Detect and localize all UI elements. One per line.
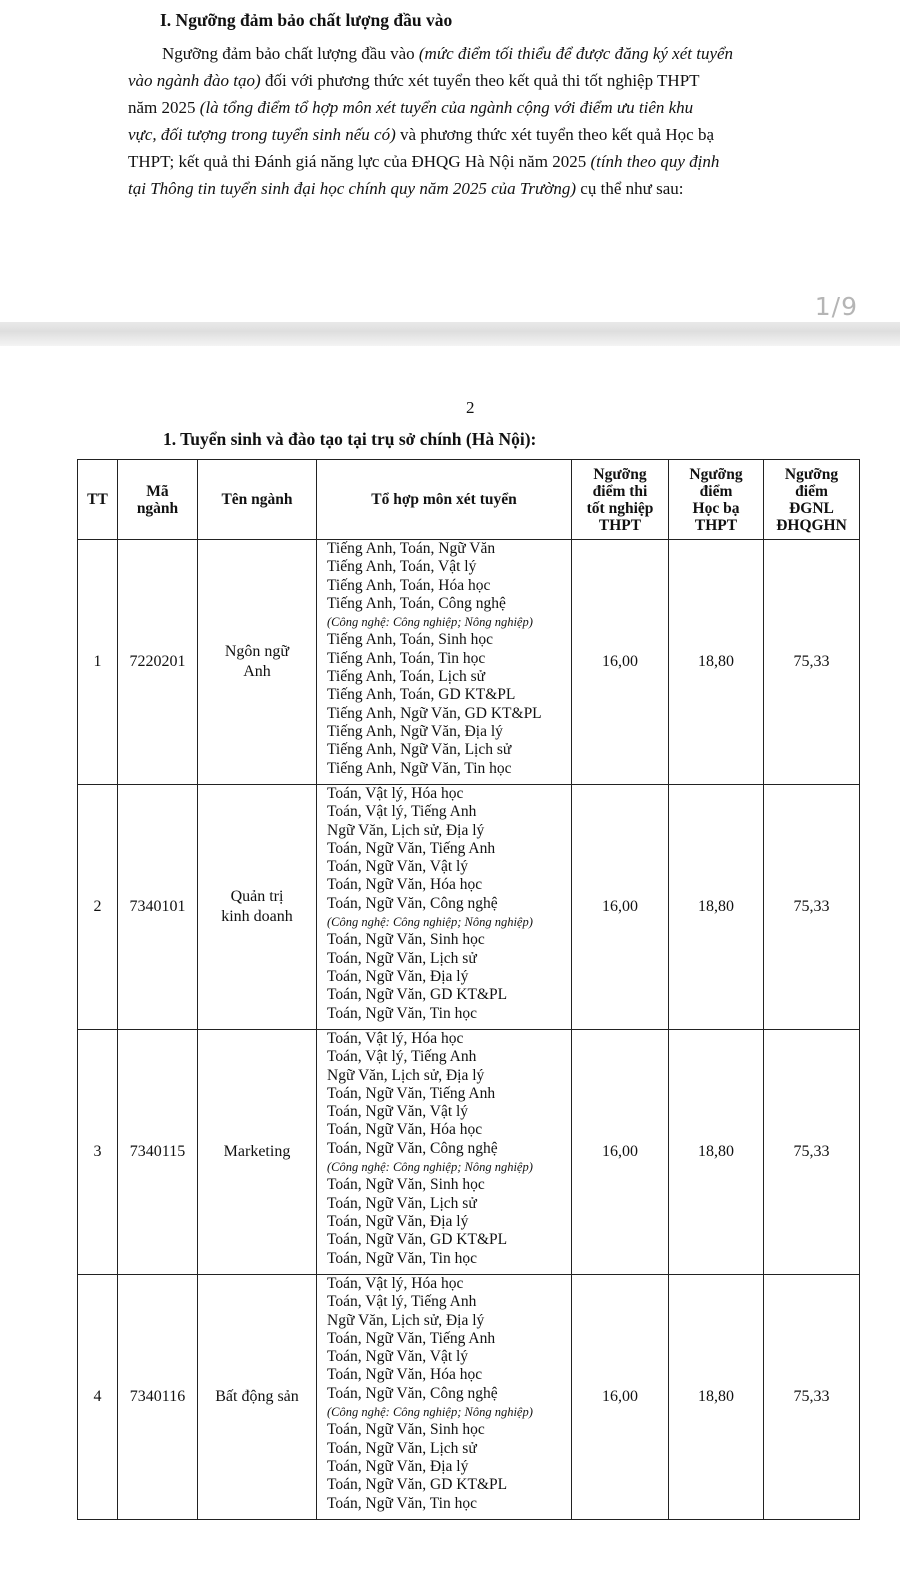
page-number: 2: [466, 398, 475, 417]
cell-hocba-threshold: 18,80: [669, 1275, 764, 1520]
subject-combo: Tiếng Anh, Toán, GD KT&PL: [327, 686, 516, 704]
cell-dgnl-threshold: 75,33: [764, 785, 860, 1030]
table-header-row: [78, 460, 860, 540]
major-name-line: Ngôn ngữ: [224, 643, 290, 660]
combo-note: (Công nghệ: Công nghiệp; Nông nghiệp): [327, 1405, 533, 1420]
subject-combo: Toán, Ngữ Văn, GD KT&PL: [327, 1231, 508, 1249]
header-line: Ngưỡng: [593, 465, 647, 483]
subject-combo: Tiếng Anh, Ngữ Văn, Lịch sử: [327, 741, 512, 759]
intro-line: [128, 121, 818, 148]
subject-combo: Tiếng Anh, Ngữ Văn, Địa lý: [327, 722, 503, 740]
cell-subject-combos: [317, 1275, 572, 1520]
cell-thpt-threshold: 16,00: [572, 1275, 669, 1520]
intro-text-run: THPT; kết quả thi Đánh giá năng lực của ĐHQG Hà Nội năm 2025: [128, 152, 591, 171]
subject-combo: Toán, Vật lý, Hóa học: [327, 1030, 464, 1047]
subject-combo: Toán, Ngữ Văn, Công nghệ: [327, 1139, 498, 1157]
subject-combo: Toán, Ngữ Văn, Công nghệ: [327, 894, 498, 912]
header-code-line: ngành: [136, 499, 179, 517]
subject-combo: Toán, Ngữ Văn, Hóa học: [327, 1366, 483, 1384]
subject-combo: Toán, Ngữ Văn, Sinh học: [327, 931, 485, 949]
subject-combo: Toán, Ngữ Văn, Sinh học: [327, 1421, 485, 1439]
cell-major-code: 7340116: [118, 1275, 198, 1520]
subject-combo: Tiếng Anh, Toán, Lịch sử: [327, 668, 486, 686]
intro-text-run: và phương thức xét tuyển theo kết quả Học bạ: [395, 125, 714, 144]
header-line: THPT: [598, 516, 642, 534]
intro-paragraph: [128, 40, 818, 202]
cell-major-code: 7220201: [118, 540, 198, 785]
intro-line: [128, 67, 818, 94]
subject-combo: Toán, Ngữ Văn, Địa lý: [327, 1212, 469, 1230]
cell-tt: 4: [78, 1275, 118, 1520]
major-name-line: Anh: [243, 663, 271, 680]
cell-major-name: [198, 1275, 317, 1520]
header-tt: TT: [78, 460, 118, 540]
intro-italic-run: tại Thông tin tuyển sinh đại học chính quy năm 2025 của Trường): [128, 179, 577, 198]
subject-combo: Tiếng Anh, Toán, Ngữ Văn: [327, 540, 496, 557]
subject-combo: Toán, Ngữ Văn, Tiếng Anh: [327, 839, 496, 857]
header-line: tốt nghiệp: [586, 499, 654, 517]
subject-combo: Tiếng Anh, Toán, Tin học: [327, 649, 486, 667]
header-line: điểm: [795, 482, 828, 500]
cell-hocba-threshold: 18,80: [669, 785, 764, 1030]
combo-note: (Công nghệ: Công nghiệp; Nông nghiệp): [327, 915, 533, 930]
header-line: điểm thi: [592, 482, 648, 500]
cell-major-name: [198, 1030, 317, 1275]
intro-text-run: đối với phương thức xét tuyển theo kết quả thi tốt nghiệp THPT: [260, 71, 700, 90]
admissions-table: [77, 459, 860, 1520]
subject-combo: Toán, Vật lý, Hóa học: [327, 1275, 464, 1292]
cell-dgnl-threshold: 75,33: [764, 1275, 860, 1520]
cell-hocba-threshold: 18,80: [669, 1030, 764, 1275]
table-row: [78, 785, 860, 1030]
intro-line: [128, 94, 818, 121]
table-row: [78, 1030, 860, 1275]
header-code-line: Mã: [146, 482, 169, 500]
header-name: Tên ngành: [198, 460, 317, 540]
intro-italic-run: (tính theo quy định: [590, 152, 720, 171]
page-separator: [0, 322, 900, 346]
intro-line: [128, 148, 818, 175]
subject-combo: Toán, Ngữ Văn, Vật lý: [327, 1103, 469, 1121]
combo-note: (Công nghệ: Công nghiệp; Nông nghiệp): [327, 1160, 533, 1175]
subject-combo: Toán, Ngữ Văn, Tiếng Anh: [327, 1084, 496, 1102]
combo-note: (Công nghệ: Công nghiệp; Nông nghiệp): [327, 615, 533, 630]
table-row: [78, 1275, 860, 1520]
cell-major-name: [198, 540, 317, 785]
major-name-line: Marketing: [223, 1143, 291, 1160]
header-line: Ngưỡng: [689, 465, 743, 483]
subject-combo: Tiếng Anh, Toán, Hóa học: [327, 576, 491, 594]
cell-thpt-threshold: 16,00: [572, 785, 669, 1030]
cell-subject-combos: [317, 540, 572, 785]
subject-combo: Tiếng Anh, Toán, Vật lý: [327, 558, 477, 576]
subject-combo: Toán, Ngữ Văn, Tin học: [327, 1249, 477, 1267]
cell-major-code: 7340101: [118, 785, 198, 1030]
subject-combo: Toán, Vật lý, Hóa học: [327, 785, 464, 802]
header-line: THPT: [694, 516, 738, 534]
cell-dgnl-threshold: 75,33: [764, 540, 860, 785]
intro-text-run: Ngưỡng đảm bảo chất lượng đầu vào: [162, 44, 419, 63]
subject-combo: Ngữ Văn, Lịch sử, Địa lý: [327, 1311, 485, 1329]
cell-thpt-threshold: 16,00: [572, 540, 669, 785]
subject-combo: Toán, Ngữ Văn, Địa lý: [327, 1457, 469, 1475]
cell-thpt-threshold: 16,00: [572, 1030, 669, 1275]
header-thpt: [572, 460, 669, 540]
header-line: điểm: [699, 482, 733, 500]
cell-subject-combos: [317, 1030, 572, 1275]
subject-combo: Ngữ Văn, Lịch sử, Địa lý: [327, 821, 485, 839]
intro-line: [128, 40, 818, 67]
cell-hocba-threshold: 18,80: [669, 540, 764, 785]
document-page-2: [0, 346, 900, 1578]
header-line: ĐHQGHN: [776, 516, 847, 534]
subject-combo: Toán, Vật lý, Tiếng Anh: [327, 1293, 477, 1311]
header-combos: Tổ hợp môn xét tuyển: [317, 460, 572, 540]
table-row: [78, 540, 860, 785]
intro-italic-run: vực, đối tượng trong tuyển sinh nếu có): [128, 125, 396, 144]
cell-tt: 3: [78, 1030, 118, 1275]
intro-text-run: cụ thể như sau:: [576, 179, 684, 198]
major-name-line: kinh doanh: [221, 908, 293, 925]
subject-combo: Tiếng Anh, Ngữ Văn, GD KT&PL: [327, 704, 542, 722]
intro-italic-run: (mức điểm tối thiểu để được đăng ký xét tuyển: [418, 44, 734, 63]
major-name-line: Quản trị: [230, 888, 284, 905]
subject-combo: Tiếng Anh, Toán, Công nghệ: [327, 594, 506, 612]
cell-major-name: [198, 785, 317, 1030]
intro-line: [128, 175, 818, 202]
subject-combo: Toán, Ngữ Văn, Lịch sử: [327, 949, 477, 967]
subject-combo: Tiếng Anh, Ngữ Văn, Tin học: [327, 759, 512, 777]
table-body: [78, 540, 860, 1520]
cell-subject-combos: [317, 785, 572, 1030]
subject-combo: Toán, Vật lý, Tiếng Anh: [327, 803, 477, 821]
cell-dgnl-threshold: 75,33: [764, 1030, 860, 1275]
subject-combo: Ngữ Văn, Lịch sử, Địa lý: [327, 1066, 485, 1084]
cell-major-code: 7340115: [118, 1030, 198, 1275]
subject-combo: Toán, Ngữ Văn, Lịch sử: [327, 1439, 477, 1457]
subject-combo: Toán, Ngữ Văn, Lịch sử: [327, 1194, 477, 1212]
page-indicator: 1/9: [814, 292, 858, 321]
subject-combo: Toán, Ngữ Văn, Vật lý: [327, 1348, 469, 1366]
major-name-line: Bất động sản: [215, 1388, 299, 1405]
subject-combo: Toán, Ngữ Văn, Tin học: [327, 1004, 477, 1022]
header-line: Ngưỡng: [784, 465, 839, 483]
subject-combo: Toán, Ngữ Văn, Công nghệ: [327, 1384, 498, 1402]
subject-combo: Toán, Ngữ Văn, Vật lý: [327, 858, 469, 876]
cell-tt: 1: [78, 540, 118, 785]
subject-combo: Tiếng Anh, Toán, Sinh học: [327, 631, 493, 649]
header-line: ĐGNL: [789, 499, 834, 517]
subject-combo: Toán, Ngữ Văn, Hóa học: [327, 1121, 483, 1139]
document-page-1: [0, 0, 900, 322]
intro-italic-run: (là tổng điểm tổ hợp môn xét tuyển của ngành cộng với điểm ưu tiên khu: [199, 98, 694, 117]
header-hocba: [669, 460, 764, 540]
subject-combo: Toán, Ngữ Văn, GD KT&PL: [327, 986, 508, 1004]
subject-combo: Toán, Vật lý, Tiếng Anh: [327, 1048, 477, 1066]
intro-italic-run: vào ngành đào tạo): [128, 71, 261, 90]
subject-combo: Toán, Ngữ Văn, Hóa học: [327, 876, 483, 894]
subject-combo: Toán, Ngữ Văn, Sinh học: [327, 1176, 485, 1194]
intro-text-run: năm 2025: [128, 98, 200, 117]
subject-combo: Toán, Ngữ Văn, Địa lý: [327, 967, 469, 985]
subject-combo: Toán, Ngữ Văn, Tin học: [327, 1494, 477, 1512]
subject-combo: Toán, Ngữ Văn, Tiếng Anh: [327, 1329, 496, 1347]
cell-tt: 2: [78, 785, 118, 1030]
subject-combo: Toán, Ngữ Văn, GD KT&PL: [327, 1476, 508, 1494]
section-heading: I. Ngưỡng đảm bảo chất lượng đầu vào: [160, 10, 453, 30]
header-code: [118, 460, 198, 540]
table-section-title: 1. Tuyển sinh và đào tạo tại trụ sở chính (Hà Nội):: [163, 429, 537, 449]
header-dgnl: [764, 460, 860, 540]
header-line: Học bạ: [692, 499, 740, 517]
